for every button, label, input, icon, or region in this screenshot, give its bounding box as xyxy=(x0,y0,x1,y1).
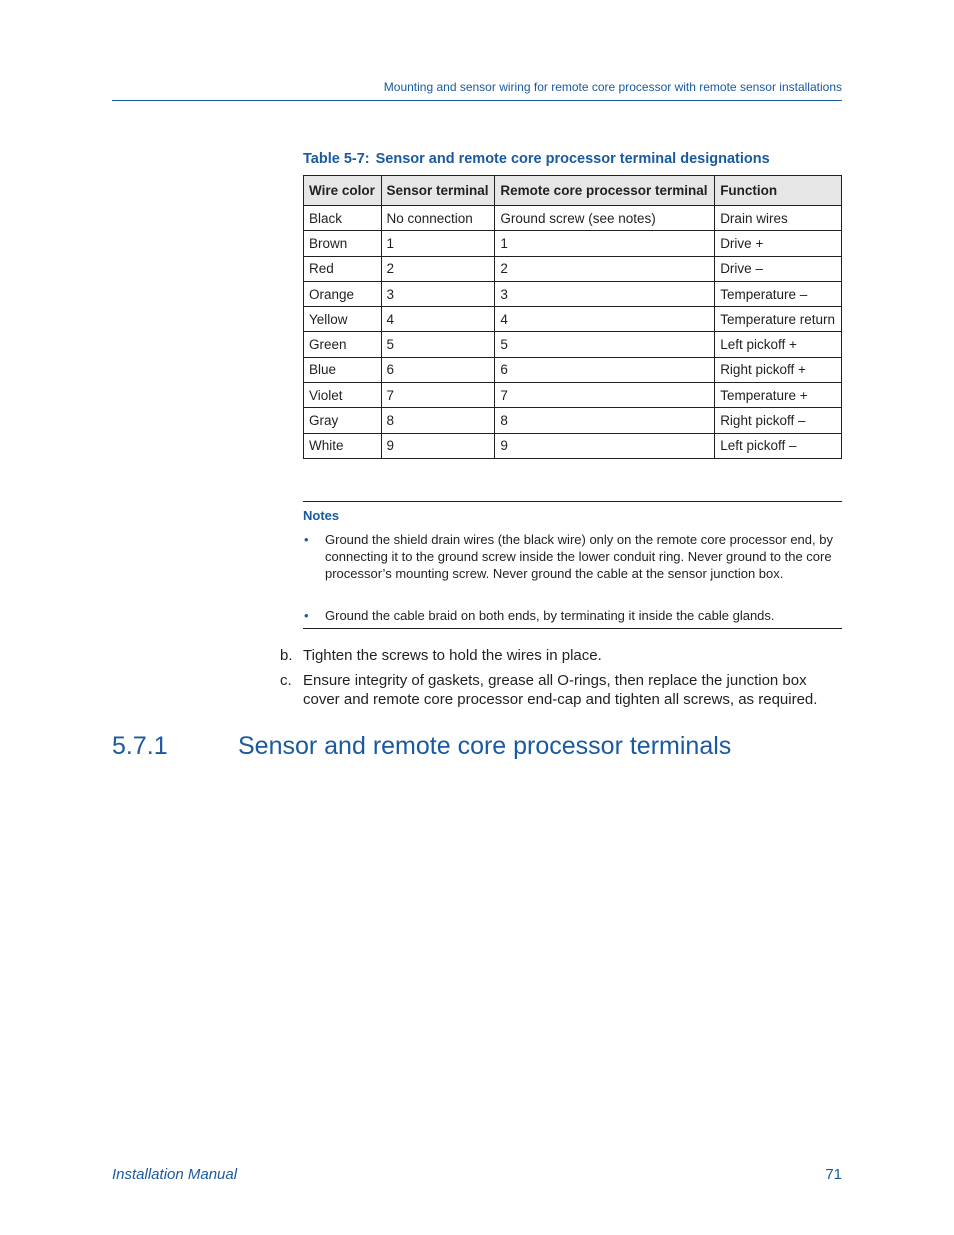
bullet-icon: • xyxy=(304,608,309,623)
step-text: Tighten the screws to hold the wires in place. xyxy=(303,647,602,664)
cell-sensor-terminal: 9 xyxy=(381,433,495,458)
table-header-row xyxy=(304,176,842,206)
cell-function: Left pickoff – xyxy=(715,433,842,458)
section-heading xyxy=(112,732,842,761)
cell-rcp-terminal: 7 xyxy=(495,383,715,408)
cell-sensor-terminal: No connection xyxy=(381,206,495,231)
running-header: Mounting and sensor wiring for remote core processor with remote sensor installations xyxy=(383,80,842,94)
cell-wire-color: White xyxy=(304,433,382,458)
cell-wire-color: Green xyxy=(304,332,382,357)
notes-box xyxy=(303,501,842,629)
cell-rcp-terminal: 6 xyxy=(495,357,715,382)
section-number: 5.7.1 xyxy=(112,732,168,760)
cell-function: Drive + xyxy=(715,231,842,256)
note-item xyxy=(304,607,839,624)
column-header-wire-color: Wire color xyxy=(304,176,382,206)
notes-heading: Notes xyxy=(303,508,340,523)
table-caption-number: Table 5-7: xyxy=(303,151,370,167)
cell-rcp-terminal: 1 xyxy=(495,231,715,256)
column-header-rcp-terminal: Remote core processor terminal xyxy=(495,176,715,206)
footer-page-number: 71 xyxy=(825,1166,842,1183)
cell-function: Right pickoff + xyxy=(715,357,842,382)
note-text: Ground the cable braid on both ends, by terminating it inside the cable glands. xyxy=(325,608,775,623)
step-text: Ensure integrity of gaskets, grease all O-rings, then replace the junction box cover and remote core processor end-cap and tighten all screws, as required. xyxy=(303,672,818,708)
cell-sensor-terminal: 8 xyxy=(381,408,495,433)
section-title: Sensor and remote core processor terminals xyxy=(238,732,732,760)
step-letter: c. xyxy=(280,672,292,689)
cell-sensor-terminal: 2 xyxy=(381,256,495,281)
column-header-function: Function xyxy=(715,176,842,206)
table-caption xyxy=(303,151,843,167)
cell-wire-color: Yellow xyxy=(304,307,382,332)
cell-function: Right pickoff – xyxy=(715,408,842,433)
cell-wire-color: Violet xyxy=(304,383,382,408)
cell-sensor-terminal: 1 xyxy=(381,231,495,256)
footer-manual-title: Installation Manual xyxy=(112,1166,238,1183)
cell-wire-color: Red xyxy=(304,256,382,281)
cell-wire-color: Gray xyxy=(304,408,382,433)
cell-wire-color: Blue xyxy=(304,357,382,382)
cell-function: Left pickoff + xyxy=(715,332,842,357)
cell-rcp-terminal: Ground screw (see notes) xyxy=(495,206,715,231)
table-row xyxy=(304,383,842,408)
table-row xyxy=(304,357,842,382)
table-row xyxy=(304,231,842,256)
cell-sensor-terminal: 5 xyxy=(381,332,495,357)
terminal-designations-table xyxy=(303,175,842,459)
bullet-icon: • xyxy=(304,532,309,547)
cell-rcp-terminal: 4 xyxy=(495,307,715,332)
step-letter: b. xyxy=(280,647,293,664)
cell-function: Temperature return xyxy=(715,307,842,332)
table-row xyxy=(304,281,842,306)
cell-wire-color: Black xyxy=(304,206,382,231)
table-row xyxy=(304,307,842,332)
cell-function: Temperature – xyxy=(715,281,842,306)
cell-function: Drain wires xyxy=(715,206,842,231)
table-row xyxy=(304,433,842,458)
table-row xyxy=(304,408,842,433)
table-row xyxy=(304,256,842,281)
table-row xyxy=(304,332,842,357)
cell-sensor-terminal: 6 xyxy=(381,357,495,382)
cell-rcp-terminal: 5 xyxy=(495,332,715,357)
cell-rcp-terminal: 3 xyxy=(495,281,715,306)
cell-function: Temperature + xyxy=(715,383,842,408)
cell-rcp-terminal: 9 xyxy=(495,433,715,458)
column-header-sensor-terminal: Sensor terminal xyxy=(381,176,495,206)
table-caption-title: Sensor and remote core processor terminal designations xyxy=(375,151,770,167)
cell-wire-color: Brown xyxy=(304,231,382,256)
note-item xyxy=(304,531,839,582)
cell-sensor-terminal: 3 xyxy=(381,281,495,306)
cell-wire-color: Orange xyxy=(304,281,382,306)
cell-rcp-terminal: 8 xyxy=(495,408,715,433)
cell-sensor-terminal: 4 xyxy=(381,307,495,332)
cell-function: Drive – xyxy=(715,256,842,281)
table-row xyxy=(304,206,842,231)
cell-rcp-terminal: 2 xyxy=(495,256,715,281)
header-rule xyxy=(112,100,842,101)
cell-sensor-terminal: 7 xyxy=(381,383,495,408)
note-text: Ground the shield drain wires (the black wire) only on the remote core processor end, by connecting it to the ground screw inside the lower conduit ring. Never ground to the core processor’s mounting screw. Never ground the cable at the sensor junction box. xyxy=(325,532,833,581)
